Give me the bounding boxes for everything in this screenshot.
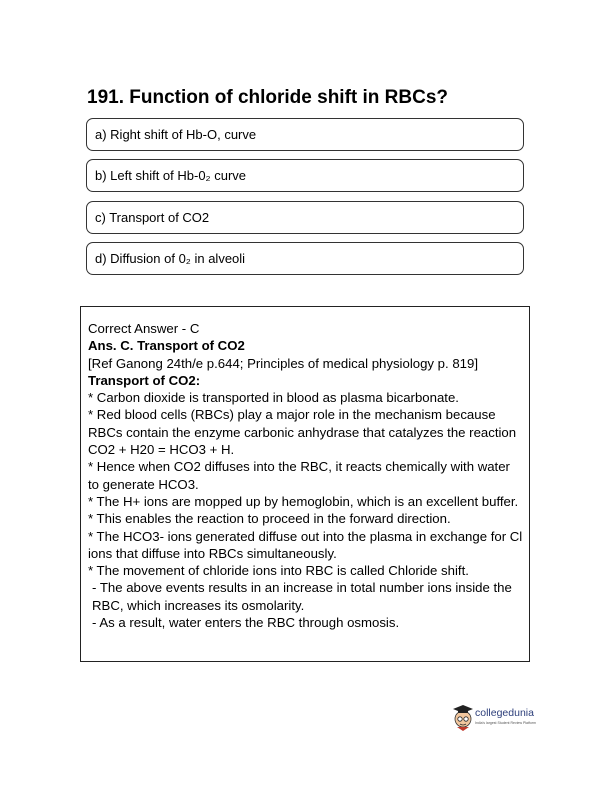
collegedunia-logo[interactable] bbox=[452, 703, 572, 739]
explanation-point: * The H+ ions are mopped up by hemoglobin, which is an excellent buffer. bbox=[88, 493, 519, 509]
logo-tagline: India's largest Student Review Platform bbox=[475, 721, 536, 725]
option-c[interactable] bbox=[86, 201, 524, 234]
explanation-point: - As a result, water enters the RBC through osmosis. bbox=[92, 615, 400, 631]
explanation-point: * Hence when CO2 diffuses into the RBC, it reacts chemically with water to generate HCO3. bbox=[88, 459, 510, 492]
graduate-avatar-icon bbox=[452, 703, 474, 733]
question-title: 191. Function of chloride shift in RBCs? bbox=[87, 87, 449, 108]
option-d[interactable] bbox=[86, 242, 524, 275]
option-b[interactable] bbox=[86, 159, 524, 192]
option-d-label: d) Diffusion of 0₂ in alveoli bbox=[95, 251, 246, 266]
option-b-label: b) Left shift of Hb-0₂ curve bbox=[95, 168, 246, 183]
explanation-point: * Red blood cells (RBCs) play a major role in the mechanism because RBCs contain the enzyme carbonic anhydrase that catalyzes the reaction CO2 + H20 = HCO3 + H. bbox=[88, 407, 517, 458]
section-heading: Transport of CO2: bbox=[88, 372, 201, 388]
explanation-point: - The above events results in an increase in total number ions inside the RBC, which increases its osmolarity. bbox=[92, 580, 512, 613]
answer-heading: Ans. C. Transport of CO2 bbox=[88, 338, 245, 354]
answer-explanation-box bbox=[80, 306, 530, 662]
explanation-point: * Carbon dioxide is transported in blood as plasma bicarbonate. bbox=[88, 390, 459, 406]
explanation-point: * The HCO3- ions generated diffuse out into the plasma in exchange for Cl ions that diffuse into RBCs simultaneously. bbox=[88, 528, 523, 561]
logo-brand-text: collegedunia bbox=[475, 707, 534, 719]
reference-text: [Ref Ganong 24th/e p.644; Principles of medical physiology p. 819] bbox=[88, 355, 479, 371]
option-c-label: c) Transport of CO2 bbox=[95, 210, 210, 225]
explanation-point: * The movement of chloride ions into RBC is called Chloride shift. bbox=[88, 563, 469, 579]
option-a-label: a) Right shift of Hb-O, curve bbox=[95, 127, 257, 142]
option-a[interactable] bbox=[86, 118, 524, 151]
correct-answer-text: Correct Answer - C bbox=[88, 321, 200, 336]
explanation-point: * This enables the reaction to proceed in the forward direction. bbox=[88, 511, 451, 527]
